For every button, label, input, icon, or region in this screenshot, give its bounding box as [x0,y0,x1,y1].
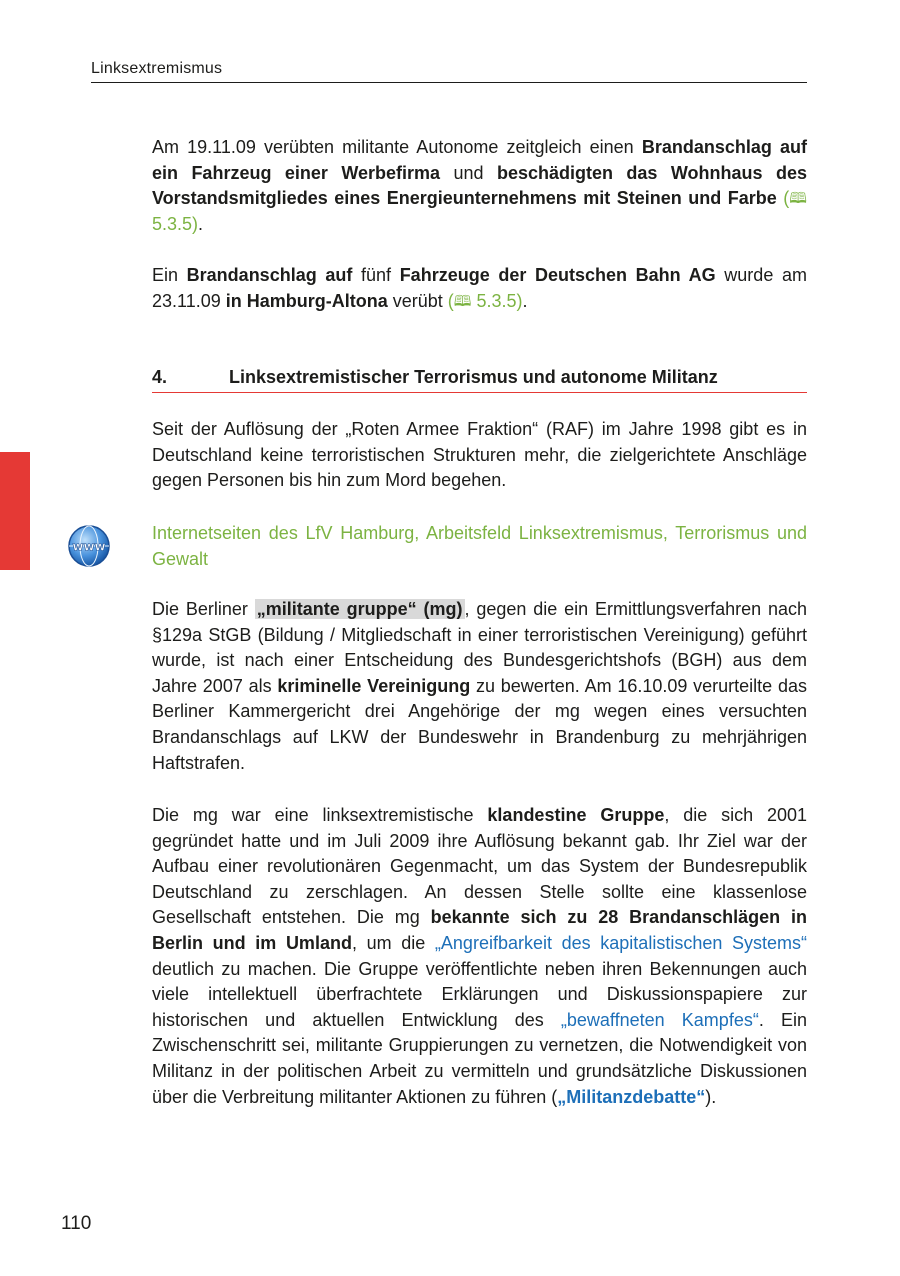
paragraph-5: Die mg war eine linksextremistische klandestine Gruppe, die sich 2001 gegründet hatte und im Juli 2009 ihre Auflösung bekannt gab. Ihr Ziel war der Aufbau einer revolutionären Gegenmacht, um das System der Bundesrepublik Deutschland zu zerschlagen. An dessen Stelle sollte eine klassenlose Gesellschaft entstehen. Die mg bekannte sich zu 28 Brandanschlägen in Berlin und im Umland, um die „Angreifbarkeit des kapitalistischen Systems“ deutlich zu machen. Die Gruppe veröffentlichte neben ihren Bekennungen auch viele intellektuell überfrachtete Erklärungen und Diskussionspapiere zur historischen und aktuellen Entwicklung des „bewaffneten Kampfes“. Ein Zwischenschritt sei, militante Gruppierungen zu vernetzen, die Notwendigkeit von Militanz in der politischen Arbeit zu vermitteln und grundsätzliche Diskussionen über die Verbreitung militanter Aktionen zu führen („Militanzdebatte“). [152,805,807,1107]
cross-reference-link[interactable]: (🕮 5.3.5) [152,188,807,234]
paragraph-1: Am 19.11.09 verübten militante Autonome zeitgleich einen Brandanschlag auf ein Fahrzeug einer Werbefirma und beschädigten das Wohnhaus des Vorstandsmitgliedes eines Energieunternehmens mit Steinen und Farbe (🕮 5.3.5). [152,137,807,234]
svg-text:www: www [72,539,106,554]
running-header: Linksextremismus [91,60,807,83]
quote-link[interactable]: „bewaffneten Kampfes“ [560,1009,759,1030]
paragraph-4: Die Berliner „militante gruppe“ (mg) , gegen die ein Ermittlungsverfahren nach §129a StGB (Bildung / Mitgliedschaft in einer terroristischen Vereinigung) geführt wurde, ist nach einer Entscheidung des Bundesgerichtshofs (BGH) aus dem Jahre 2007 als kriminelle Vereinigung zu bewerten. Am 16.10.09 verurteilte das Berliner Kammergericht drei Angehörige der mg wegen eines versuchten Brandanschlags auf LKW der Bundeswehr in Brandenburg zu mehrjährigen Haftstrafen. [152,599,808,773]
section-number: 4. [152,367,168,387]
section-title: Linksextremistischer Terrorismus und autonome Militanz [229,367,718,387]
highlighted-term: „militante gruppe“ (mg) [256,599,463,619]
paragraph-2: Ein Brandanschlag auf fünf Fahrzeuge der Deutschen Bahn AG wurde am 23.11.09 in Hamburg-Altona verübt (🕮 5.3.5). [152,263,807,314]
book-icon: 🕮 [453,292,472,310]
web-link-block [152,521,807,572]
internet-resource-link[interactable]: Internetseiten des LfV Hamburg, Arbeitsfeld Linksextremismus, Terrorismus und Gewalt [152,523,807,569]
quote-link[interactable]: „Militanzdebatte“ [557,1086,706,1107]
quote-link[interactable]: „Angreifbarkeit des kapitalistischen Systems“ [434,932,807,953]
paragraph-3: Seit der Auflösung der „Roten Armee Fraktion“ (RAF) im Jahre 1998 gibt es in Deutschland keine terroristischen Strukturen mehr, die zielgerichtete Anschläge gegen Personen bis hin zum Mord begehen. [152,419,807,491]
book-icon: 🕮 [789,190,807,208]
section-heading [152,365,807,393]
page-number: 110 [61,1213,92,1234]
cross-reference-link[interactable]: (🕮 5.3.5) [448,291,523,311]
chapter-tab-marker [0,452,30,570]
www-globe-icon [67,524,111,568]
